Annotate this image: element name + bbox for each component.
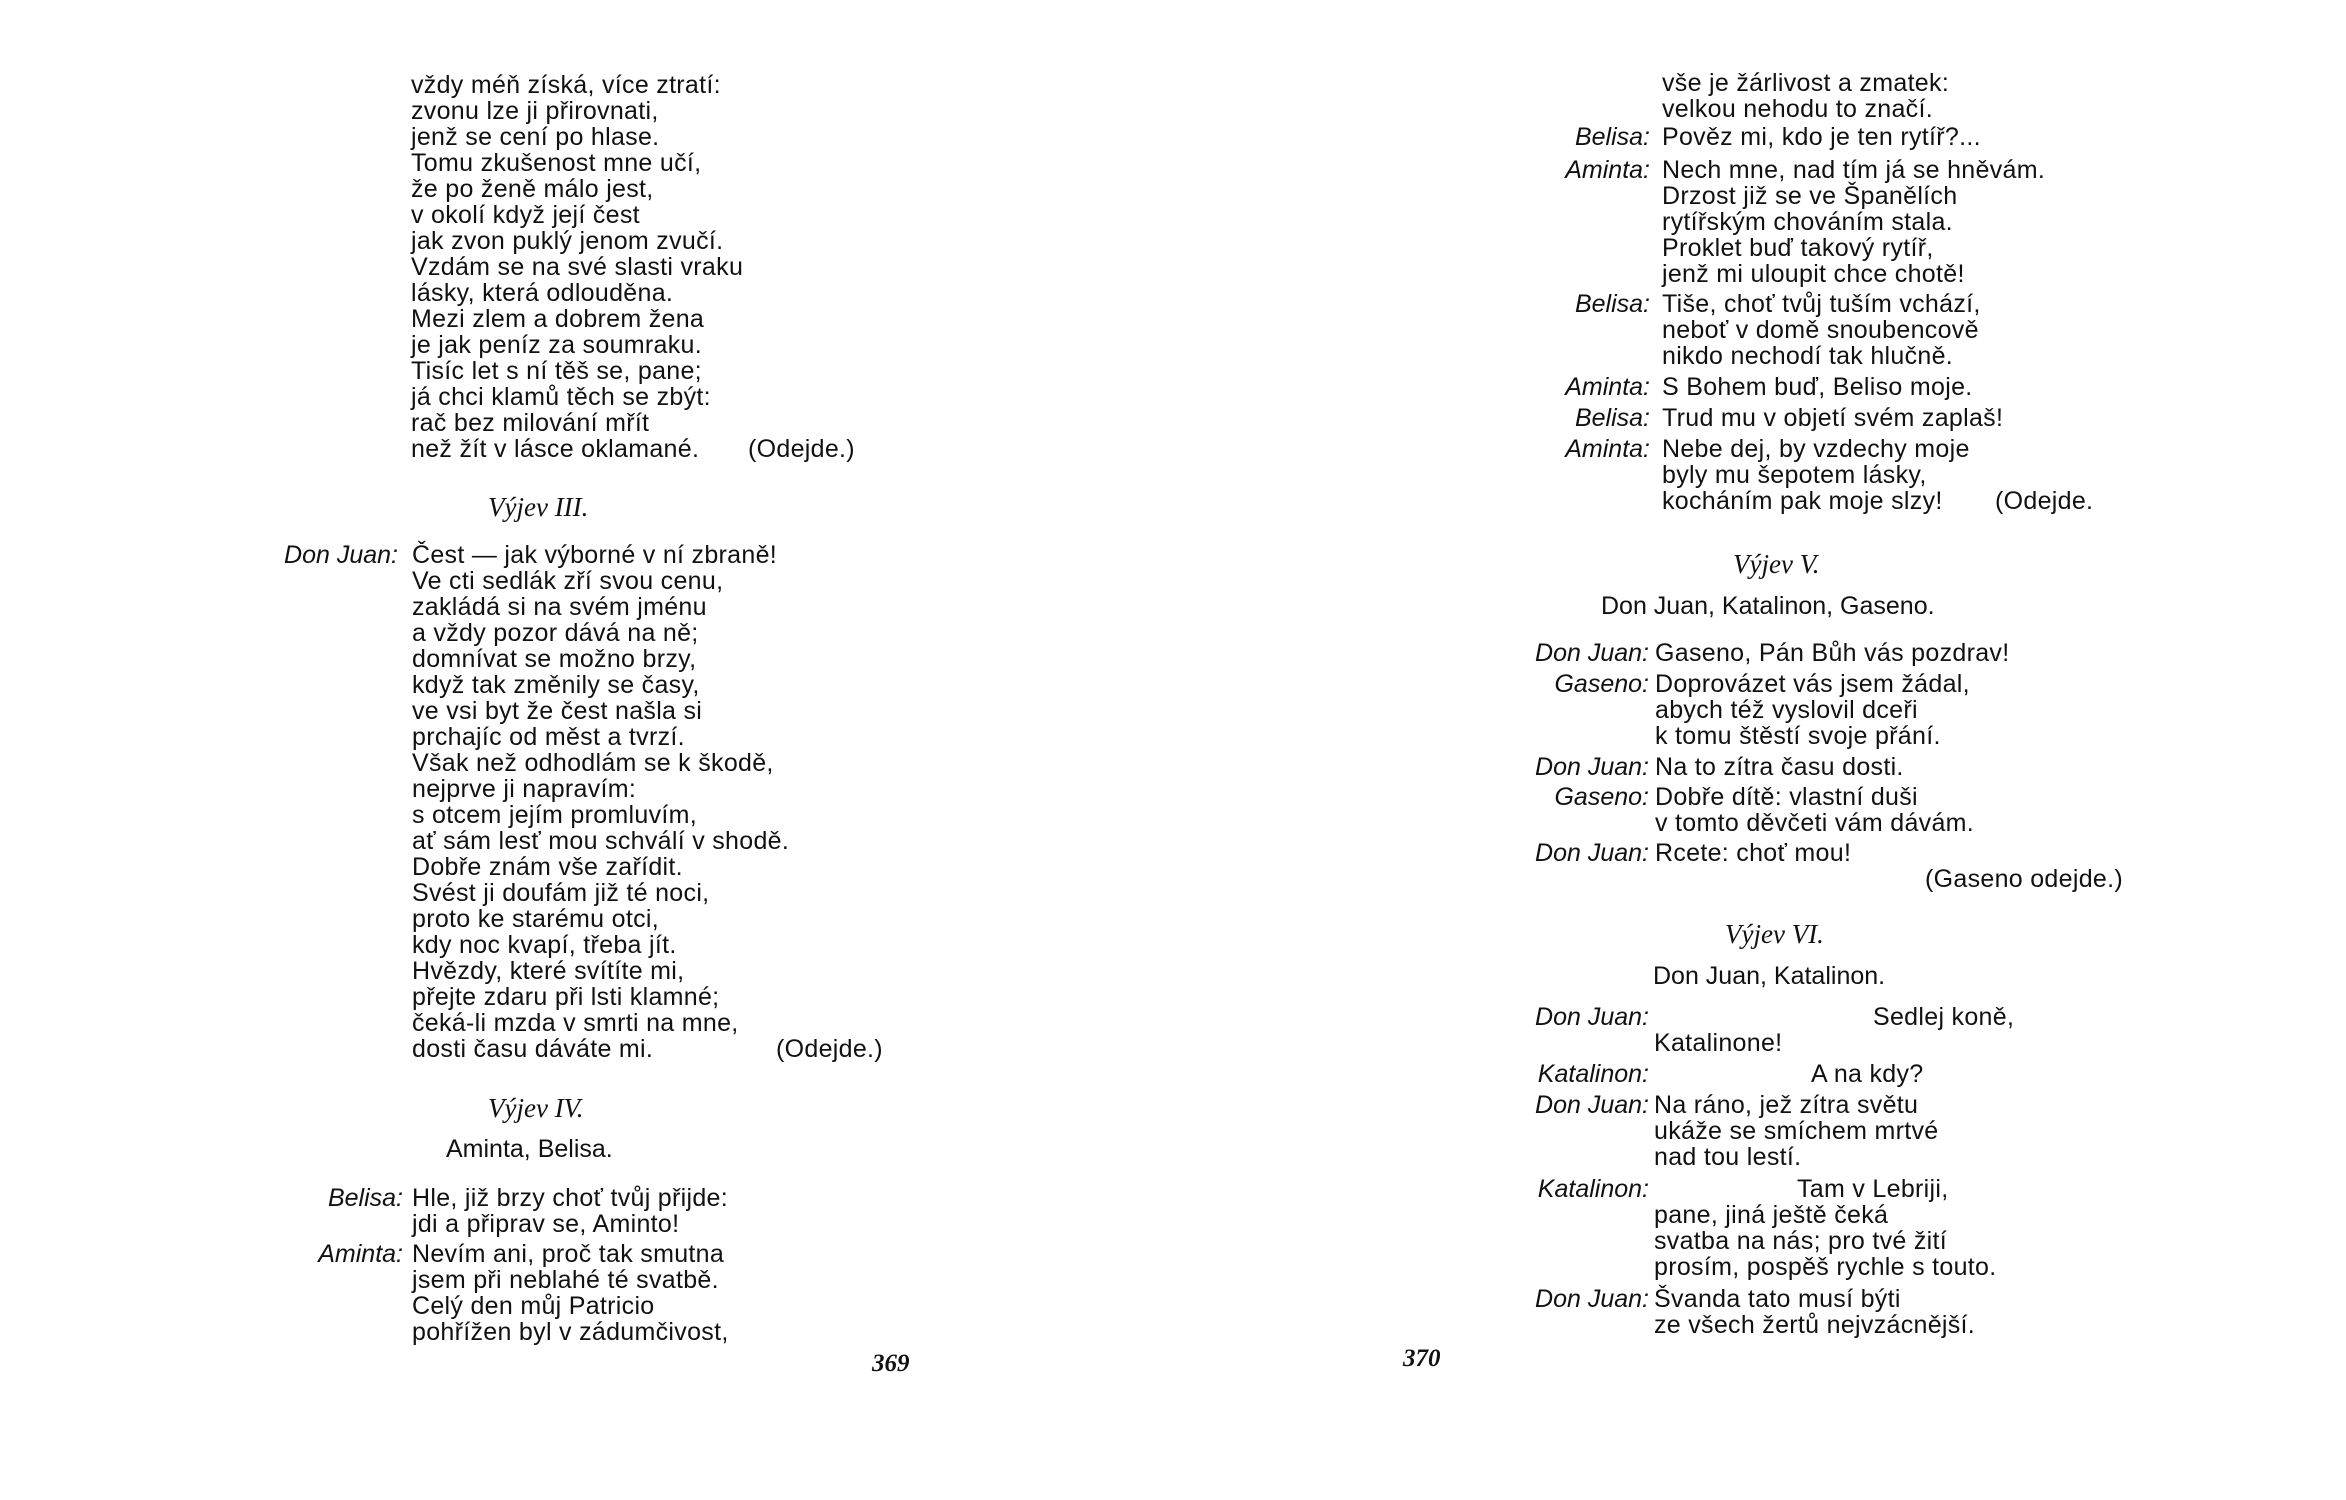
stage-direction: (Odejde. — [1995, 487, 2094, 515]
verse-line: Celý den můj Patricio — [412, 1292, 655, 1320]
verse-line: Drzost již se ve Španělích — [1662, 182, 1958, 210]
verse-line: pohřížen byl v zádumčivost, — [412, 1318, 729, 1346]
scene-heading: Výjev V. — [1733, 549, 1820, 579]
speaker-label: Aminta: — [1565, 373, 1650, 401]
verse-line: Hvězdy, které svítíte mi, — [412, 957, 685, 985]
right-page — [1173, 0, 2346, 1500]
verse-line: zakládá si na svém jménu — [412, 593, 707, 621]
speaker-label: Katalinon: — [1537, 1060, 1649, 1088]
verse-line: a vždy pozor dává na ně; — [412, 619, 699, 647]
verse-line: vždy méň získá, více ztratí: — [411, 71, 721, 99]
verse-line: Gaseno, Pán Bůh vás pozdrav! — [1655, 639, 2010, 667]
verse-line: čeká-li mzda v smrti na mne, — [412, 1009, 739, 1037]
speaker-label: Don Juan: — [1535, 839, 1649, 867]
speaker-label: Belisa: — [1574, 290, 1650, 318]
verse-line: jak zvon puklý jenom zvučí. — [411, 227, 724, 255]
scene-heading: Výjev IV. — [488, 1093, 584, 1123]
verse-line: byly mu šepotem lásky, — [1662, 461, 1927, 489]
verse-line: ve vsi byt že čest našla si — [412, 697, 703, 725]
speaker-label: Aminta: — [318, 1240, 403, 1268]
verse-line: dosti času dáváte mi. — [412, 1035, 654, 1063]
stage-direction: (Odejde.) — [748, 435, 855, 463]
verse-line: Hle, již brzy choť tvůj přijde: — [412, 1184, 729, 1212]
speaker-label: Aminta: — [1565, 435, 1650, 463]
verse-line: Tomu zkušenost mne učí, — [411, 149, 702, 177]
verse-line: Na to zítra času dosti. — [1655, 753, 1904, 781]
verse-line: Proklet buď takový rytíř, — [1662, 234, 1934, 262]
verse-line: Doprovázet vás jsem žádal, — [1655, 670, 1970, 698]
verse-line: zvonu lze ji přirovnati, — [411, 97, 659, 125]
verse-line: vše je žárlivost a zmatek: — [1662, 69, 1950, 97]
verse-line: rač bez milování mřít — [411, 409, 650, 437]
verse-line: já chci klamů těch se zbýt: — [411, 383, 711, 411]
character-list: Don Juan, Katalinon, Gaseno. — [1601, 592, 1935, 620]
verse-line: kdy noc kvapí, třeba jít. — [412, 931, 677, 959]
verse-line: jenž se cení po hlase. — [411, 123, 660, 151]
page-number: 369 — [872, 1350, 910, 1377]
verse-line: přejte zdaru při lsti klamné; — [412, 983, 720, 1011]
verse-line: S Bohem buď, Beliso moje. — [1662, 373, 1973, 401]
verse-line: Svést ji doufám již té noci, — [412, 879, 710, 907]
speaker-label: Don Juan: — [1535, 1003, 1649, 1031]
verse-line: Katalinone! — [1654, 1029, 1783, 1057]
verse-line: Na ráno, jež zítra světu — [1654, 1091, 1919, 1119]
speaker-label: Don Juan: — [1535, 639, 1649, 667]
verse-line: Nebe dej, by vzdechy moje — [1662, 435, 1970, 463]
verse-line: Nevím ani, proč tak smutna — [412, 1240, 725, 1268]
stage-direction: (Odejde.) — [776, 1035, 883, 1063]
verse-line: že po ženě málo jest, — [411, 175, 654, 203]
verse-line: Tisíc let s ní těš se, pane; — [411, 357, 702, 385]
speaker-label: Gaseno: — [1554, 670, 1649, 698]
verse-line: když tak změnily se časy, — [412, 671, 700, 699]
verse-line: než žít v lásce oklamané. — [411, 435, 700, 463]
verse-line: nejprve ji napravím: — [412, 775, 637, 803]
verse-line: s otcem jejím promluvím, — [412, 801, 698, 829]
verse-line: abych též vyslovil dceři — [1655, 696, 1918, 724]
speaker-label: Belisa: — [1574, 123, 1650, 151]
verse-line: Dobře znám vše zařídit. — [412, 853, 683, 881]
verse-line: velkou nehodu to značí. — [1662, 95, 1933, 123]
verse-line: Čest — jak výborné v ní zbraně! — [412, 541, 778, 569]
verse-line: Pověz mi, kdo je ten rytíř?... — [1662, 123, 1981, 151]
verse-line: A na kdy? — [1811, 1060, 1924, 1088]
verse-line: prchajíc od měst a tvrzí. — [412, 723, 685, 751]
verse-line: jdi a připrav se, Aminto! — [412, 1210, 680, 1238]
verse-line: jsem při neblahé té svatbě. — [412, 1266, 719, 1294]
verse-line: nad tou lestí. — [1654, 1143, 1802, 1171]
verse-line: jenž mi uloupit chce chotě! — [1662, 260, 1965, 288]
speaker-label: Katalinon: — [1537, 1175, 1649, 1203]
speaker-label: Belisa: — [327, 1184, 403, 1212]
stage-direction: (Gaseno odejde.) — [1925, 865, 2123, 893]
speaker-label: Gaseno: — [1554, 783, 1649, 811]
verse-line: Mezi zlem a dobrem žena — [411, 305, 705, 333]
verse-line: ukáže se smíchem mrtvé — [1654, 1117, 1939, 1145]
speaker-label: Belisa: — [1574, 404, 1650, 432]
speaker-label: Don Juan: — [284, 541, 398, 569]
page-number: 370 — [1403, 1345, 1441, 1372]
verse-line: Ve cti sedlák zří svou cenu, — [412, 567, 724, 595]
verse-line: domnívat se možno brzy, — [412, 645, 697, 673]
scene-heading: Výjev VI. — [1725, 919, 1824, 949]
verse-line: Dobře dítě: vlastní duši — [1655, 783, 1918, 811]
verse-line: je jak peníz za soumraku. — [411, 331, 702, 359]
speaker-label: Don Juan: — [1535, 1285, 1649, 1313]
verse-line: pane, jiná ještě čeká — [1654, 1201, 1889, 1229]
verse-line: Rcete: choť mou! — [1655, 839, 1852, 867]
verse-line: k tomu štěstí svoje přání. — [1655, 722, 1941, 750]
verse-line: Však než odhodlám se k škodě, — [412, 749, 774, 777]
character-list: Don Juan, Katalinon. — [1653, 962, 1886, 990]
verse-line: kocháním pak moje slzy! — [1662, 487, 1943, 515]
scene-heading: Výjev III. — [488, 492, 589, 522]
verse-line: Tam v Lebriji, — [1797, 1175, 1949, 1203]
verse-line: rytířským chováním stala. — [1662, 208, 1953, 236]
verse-line: Trud mu v objetí svém zaplaš! — [1662, 404, 2004, 432]
verse-line: proto ke starému otci, — [412, 905, 659, 933]
verse-line: ze všech žertů nejvzácnější. — [1654, 1311, 1976, 1339]
verse-line: Sedlej koně, — [1873, 1003, 2015, 1031]
verse-line: Vzdám se na své slasti vraku — [411, 253, 744, 281]
verse-line: ať sám lesť mou schválí v shodě. — [412, 827, 790, 855]
verse-line: v tomto děvčeti vám dávám. — [1655, 809, 1975, 837]
character-list: Aminta, Belisa. — [446, 1135, 613, 1163]
verse-line: v okolí když její čest — [411, 201, 640, 229]
verse-line: Nech mne, nad tím já se hněvám. — [1662, 156, 2046, 184]
verse-line: Tiše, choť tvůj tuším vchází, — [1662, 290, 1981, 318]
speaker-label: Aminta: — [1565, 156, 1650, 184]
speaker-label: Don Juan: — [1535, 753, 1649, 781]
verse-line: neboť v domě snoubencově — [1662, 316, 1979, 344]
verse-line: nikdo nechodí tak hlučně. — [1662, 342, 1954, 370]
speaker-label: Don Juan: — [1535, 1091, 1649, 1119]
verse-line: svatba na nás; pro tvé žití — [1654, 1227, 1947, 1255]
verse-line: prosím, pospěš rychle s touto. — [1654, 1253, 1997, 1281]
verse-line: lásky, která odlouděna. — [411, 279, 674, 307]
verse-line: Švanda tato musí býti — [1654, 1285, 1901, 1313]
